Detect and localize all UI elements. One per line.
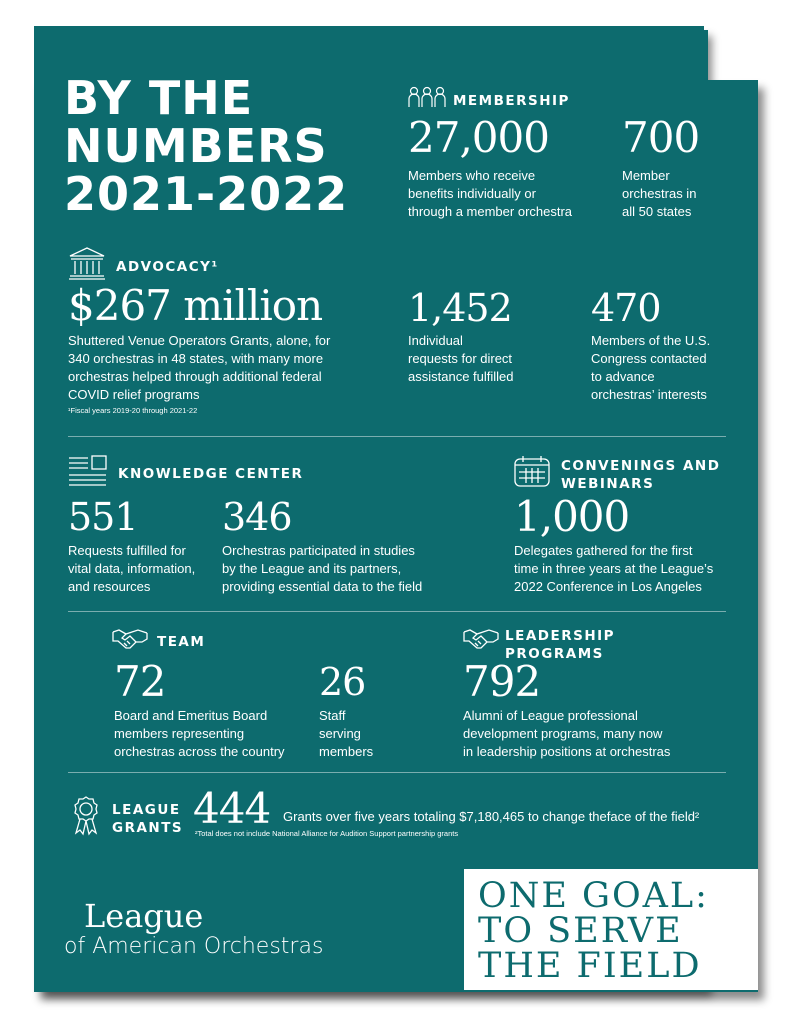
one-goal-box	[464, 869, 758, 990]
title-line-1: BY THE	[64, 71, 254, 125]
convenings-delegates-value: 1,000	[514, 492, 630, 541]
membership-members-value: 27,000	[408, 113, 549, 162]
team-board-value: 72	[114, 657, 166, 706]
one-goal-text: ONE GOAL: TO SERVE THE FIELD	[478, 876, 709, 986]
handshake-icon	[112, 628, 148, 650]
building-icon	[68, 246, 106, 280]
section-divider	[68, 436, 726, 437]
advocacy-congress-desc: Members of the U.S. Congress contacted to advance orchestras’ interests	[591, 333, 711, 402]
title-line-3: 2021-2022	[64, 167, 349, 221]
title-line-2: NUMBERS	[64, 119, 328, 173]
advocacy-footnote: ¹Fiscal years 2019-20 through 2021-22	[68, 406, 198, 415]
handshake-icon	[463, 628, 499, 650]
convenings-heading: CONVENINGS AND WEBINARS	[561, 458, 721, 492]
section-divider	[68, 611, 726, 612]
grants-value: 444	[193, 784, 271, 833]
league-logo-wordmark: League	[84, 897, 204, 935]
knowledge-requests-value: 551	[68, 495, 138, 539]
advocacy-grants-value: $267 million	[68, 281, 323, 330]
page-title	[64, 71, 349, 221]
grants-footnote: ²Total does not include National Alliance for Audition Support partnership grants	[195, 829, 459, 838]
membership-orchestras-value: 700	[622, 113, 700, 162]
advocacy-heading: ADVOCACY¹	[116, 259, 219, 275]
team-staff-desc: Staff serving members	[319, 708, 374, 759]
knowledge-studies-value: 346	[222, 495, 292, 539]
membership-members-desc: Members who receive benefits individually or through a member orchestra	[408, 168, 573, 219]
membership-heading: MEMBERSHIP	[453, 93, 570, 109]
leadership-heading: LEADERSHIP PROGRAMS	[505, 628, 616, 662]
leadership-alumni-value: 792	[463, 657, 541, 706]
knowledge-requests-desc: Requests fulfilled for vital data, information, and resources	[68, 543, 196, 594]
advocacy-grants-desc: Shuttered Venue Operators Grants, alone, for 340 orchestras in 48 states, with many more orchestras helped through additional federal COVID relief programs	[68, 333, 331, 402]
section-divider	[68, 772, 726, 773]
grants-desc: Grants over five years totaling $7,180,465 to change theface of the field²	[283, 809, 700, 824]
advocacy-requests-value: 1,452	[408, 286, 512, 330]
convenings-delegates-desc: Delegates gathered for the first time in three years at the League’s 2022 Conference in Los Angeles	[514, 543, 714, 594]
knowledge-studies-desc: Orchestras participated in studies by the League and its partners, providing essential data to the field	[222, 543, 423, 594]
league-logo-subtitle: of American Orchestras	[64, 934, 324, 959]
award-ribbon-icon	[70, 796, 102, 836]
team-heading: TEAM	[157, 634, 206, 650]
knowledge-heading: KNOWLEDGE CENTER	[118, 466, 304, 482]
membership-orchestras-desc: Member orchestras in all 50 states	[622, 168, 697, 219]
advocacy-requests-desc: Individual requests for direct assistance fulfilled	[408, 333, 514, 384]
team-board-desc: Board and Emeritus Board members representing orchestras across the country	[114, 708, 285, 759]
people-icon	[408, 86, 448, 108]
advocacy-congress-value: 470	[591, 286, 661, 330]
team-staff-value: 26	[319, 660, 366, 704]
leadership-alumni-desc: Alumni of League professional development programs, many now in leadership positions at orchestras	[463, 708, 671, 759]
calendar-icon	[514, 455, 550, 487]
document-icon	[68, 455, 108, 487]
grants-heading: LEAGUE GRANTS	[112, 802, 184, 836]
